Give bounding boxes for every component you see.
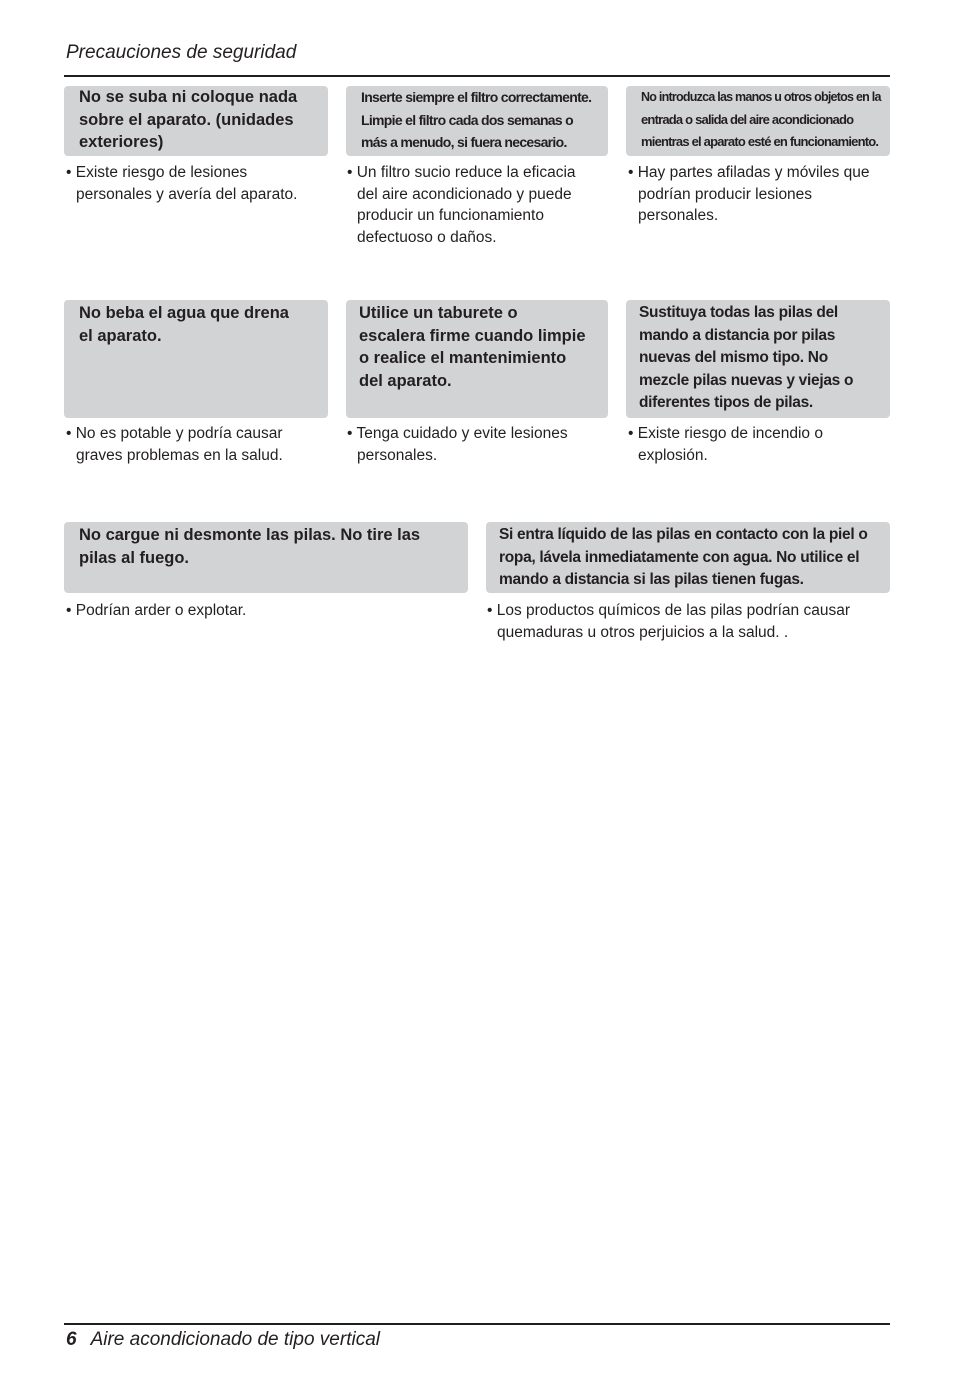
note-line: del aire acondicionado y puede (357, 185, 572, 203)
warning-note-6 (628, 423, 823, 466)
warning-title-line: exteriores) (79, 133, 164, 152)
note-line: graves problemas en la salud. (76, 446, 283, 464)
page-header-title: Precauciones de seguridad (66, 42, 297, 63)
warning-title-line: Sustituya todas las pilas del (639, 304, 838, 321)
warning-title-line: del aparato. (359, 371, 452, 390)
note-line: producir un funcionamiento (357, 207, 544, 225)
note-line: podrían producir lesiones (638, 185, 813, 203)
warning-box-4 (64, 300, 328, 418)
warning-title-line: diferentes tipos de pilas. (639, 394, 813, 412)
warning-box-6 (626, 300, 890, 418)
warning-note-2 (347, 162, 576, 248)
warning-title-line: escalera firme cuando limpie (359, 326, 586, 345)
header-divider (64, 75, 890, 77)
note-line: • Los productos químicos de las pilas podrían causar (487, 602, 850, 619)
warning-title-line: nuevas del mismo tipo. No (639, 349, 828, 367)
note-line: • Hay partes afiladas y móviles que (628, 164, 870, 181)
warning-title-line: Si entra líquido de las pilas en contacto con la piel o (499, 526, 868, 543)
warning-title-line: más a menudo, si fuera necesario. (361, 134, 567, 151)
warning-title-line: No introduzca las manos u otros objetos en la (641, 89, 881, 104)
note-line: • Un filtro sucio reduce la eficacia (347, 164, 576, 181)
note-line: personales. (638, 207, 719, 225)
warning-note-5 (347, 423, 568, 466)
footer-divider (64, 1323, 890, 1325)
footer-title: Aire acondicionado de tipo vertical (90, 1329, 380, 1350)
warning-title-line: No beba el agua que drena (79, 304, 289, 322)
warning-box-3 (626, 86, 890, 156)
warning-title-line: ropa, lávela inmediatamente con agua. No utilice el (499, 548, 860, 566)
warning-title-line: Limpie el filtro cada dos semanas o (361, 111, 574, 128)
note-line: • Tenga cuidado y evite lesiones (347, 425, 568, 442)
warning-title-line: mientras el aparato esté en funcionamiento. (641, 134, 879, 150)
warning-title-line: mando a distancia por pilas (639, 326, 836, 344)
warning-title-line: pilas al fuego. (79, 548, 190, 567)
warning-box-5 (346, 300, 608, 418)
note-line: • Podrían arder o explotar. (66, 602, 247, 619)
warning-note-4 (66, 423, 283, 466)
warning-title-line: No cargue ni desmonte las pilas. No tire las (79, 526, 421, 544)
note-line: defectuoso o daños. (357, 228, 497, 246)
warning-note-7 (66, 600, 246, 622)
page-number: 6 (66, 1329, 77, 1350)
note-line: • No es potable y podría causar (66, 425, 283, 442)
note-line: personales. (357, 446, 438, 464)
warning-box-2 (346, 86, 608, 156)
page-footer (66, 1329, 380, 1351)
note-line: • Existe riesgo de incendio o (628, 425, 823, 442)
warning-title-line: sobre el aparato. (unidades (79, 110, 294, 129)
warning-box-1 (64, 86, 328, 156)
warning-title-line: el aparato. (79, 326, 162, 345)
warning-note-8 (487, 600, 850, 643)
warning-title-line: o realice el mantenimiento (359, 349, 567, 368)
warning-title-line: Utilice un taburete o (359, 304, 518, 322)
note-line: • Existe riesgo de lesiones (66, 164, 248, 181)
warning-title-line: mezcle pilas nuevas y viejas o (639, 371, 854, 389)
warning-title-line: mando a distancia si las pilas tienen fugas. (499, 571, 804, 589)
note-line: quemaduras u otros perjuicios a la salud. . (497, 623, 789, 641)
warning-title-line: entrada o salida del aire acondicionado (641, 111, 854, 127)
note-line: explosión. (638, 446, 708, 464)
warning-box-7 (64, 522, 468, 593)
warning-note-3 (628, 162, 869, 227)
warning-title-line: No se suba ni coloque nada (79, 88, 298, 106)
warning-title-line: Inserte siempre el filtro correctamente. (361, 89, 592, 105)
note-line: personales y avería del aparato. (76, 185, 298, 203)
warning-note-1 (66, 162, 297, 205)
warning-box-8 (486, 522, 890, 593)
